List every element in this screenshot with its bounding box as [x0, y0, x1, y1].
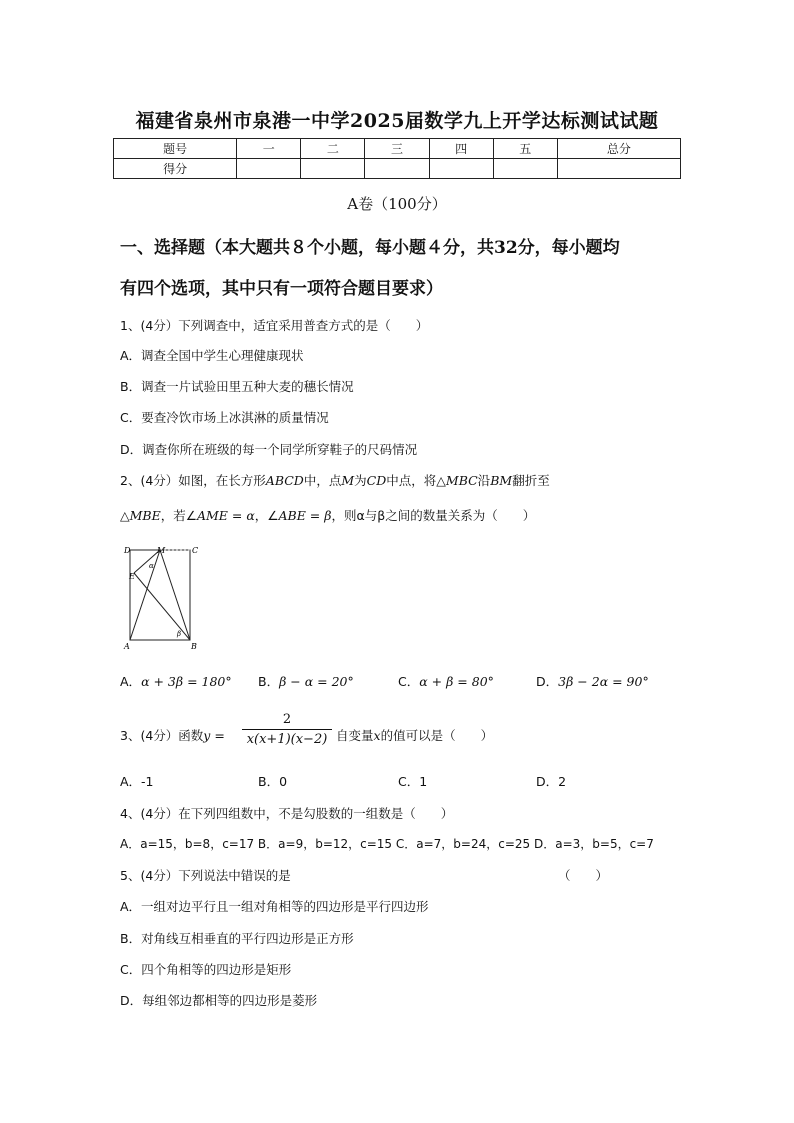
q2-text: 中点，将△ [386, 473, 446, 488]
q2-math: AME = α [196, 508, 255, 523]
option-math: β − α = 20° [279, 674, 354, 689]
q2-math: BM [490, 473, 513, 488]
score-cell: 一 [237, 139, 301, 159]
q2-text: 为 [354, 473, 367, 488]
question-5-option-d: D．每组邻边都相等的四边形是菱形 [120, 993, 318, 1008]
score-cell: 三 [365, 139, 429, 159]
function-fraction [242, 712, 332, 747]
score-cell[interactable] [493, 159, 557, 179]
segment-mb [160, 550, 190, 640]
score-cell: 得分 [114, 159, 237, 179]
q2-text: 翻折至 [512, 473, 550, 488]
question-3-option-a: A．-1 [120, 774, 154, 789]
page-title: 福建省泉州市泉港一中学2025届数学九上开学达标测试试题 [135, 110, 659, 132]
q2-text: 2、(4分）如图，在长方形 [120, 473, 266, 488]
label-a: A [124, 642, 130, 651]
score-cell: 总分 [557, 139, 680, 159]
q3-math: y = [203, 728, 225, 743]
q2-text: △ [120, 508, 130, 523]
q2-math: CD [366, 473, 387, 488]
question-2-stem-line2 [120, 506, 535, 524]
rectangle-fold-figure [118, 543, 210, 655]
fraction-numerator: 2 [282, 712, 292, 727]
option-letter: A． [120, 674, 142, 689]
question-5-answer-paren: （ ） [558, 868, 609, 883]
q2-text: ，∠ [254, 508, 279, 523]
question-5-option-c: C．四个角相等的四边形是矩形 [120, 962, 292, 977]
question-4-options: A．a=15，b=8，c=17 B．a=9，b=12，c=15 C．a=7，b=24，c=25 D．a=3，b=5，c=7 [120, 837, 654, 851]
label-d: D [124, 546, 131, 555]
label-alpha: α [149, 562, 154, 570]
label-c: C [192, 546, 199, 555]
label-m: M [157, 546, 166, 555]
section-heading-line2: 有四个选项，其中只有一项符合题目要求） [120, 279, 443, 299]
score-cell[interactable] [237, 159, 301, 179]
score-cell[interactable] [301, 159, 365, 179]
fraction-bar [242, 729, 332, 730]
question-3-stem-prefix [120, 726, 225, 744]
question-3-stem-suffix [336, 726, 493, 744]
question-3-option-c: C．1 [398, 774, 428, 789]
question-3-option-b: B．0 [258, 774, 288, 789]
question-1-stem: 1、(4分）下列调查中，适宜采用普查方式的是（ ） [120, 318, 429, 333]
rectangle-abcd [130, 550, 190, 640]
option-math: α + β = 80° [419, 674, 494, 689]
q3-math: x [373, 728, 381, 743]
question-2-option-c [398, 672, 494, 690]
score-table-score-row [114, 159, 681, 179]
question-2-stem-line1 [120, 471, 550, 489]
score-cell[interactable] [365, 159, 429, 179]
q2-math: ABE = β [278, 508, 332, 523]
q2-math: MBC [445, 473, 478, 488]
paper-a-heading: A卷（100分） [347, 195, 447, 213]
question-1-option-a: A．调查全国中学生心理健康现状 [120, 348, 304, 363]
label-beta: β [177, 630, 182, 638]
q3-text: 的值可以是（ ） [380, 728, 494, 743]
q3-text: 3、(4分）函数 [120, 728, 204, 743]
section-heading-line1: 一、选择题（本大题共８个小题，每小题４分，共32分，每小题均 [120, 238, 620, 258]
segment-eb [134, 573, 190, 640]
question-5-option-b: B．对角线互相垂直的平行四边形是正方形 [120, 931, 354, 946]
q2-math: MBE [129, 508, 161, 523]
score-cell[interactable] [429, 159, 493, 179]
score-table [113, 138, 681, 179]
question-1-option-d: D．调查你所在班级的每一个同学所穿鞋子的尺码情况 [120, 442, 418, 457]
q2-text: ，若∠ [160, 508, 197, 523]
question-2-option-d [536, 672, 649, 690]
q2-math: ABCD [265, 473, 304, 488]
fraction-denominator: x(x+1)(x−2) [246, 732, 328, 747]
option-letter: D． [536, 674, 559, 689]
q2-text: 中，点 [303, 473, 342, 488]
question-2-option-a [120, 672, 232, 690]
score-cell: 二 [301, 139, 365, 159]
score-cell: 题号 [114, 139, 237, 159]
score-table-header-row [114, 139, 681, 159]
q3-text: 自变量 [336, 728, 374, 743]
question-1-option-c: C．要查冷饮市场上冰淇淋的质量情况 [120, 410, 329, 425]
option-letter: B． [258, 674, 280, 689]
option-math: 3β − 2α = 90° [558, 674, 649, 689]
label-e: E [129, 572, 135, 581]
score-cell: 五 [493, 139, 557, 159]
q2-text: ，则α与β之间的数量关系为（ ） [331, 508, 536, 523]
option-letter: C． [398, 674, 420, 689]
label-b: B [191, 642, 197, 651]
question-2-option-b [258, 672, 354, 690]
question-4-stem: 4、(4分）在下列四组数中，不是勾股数的一组数是（ ） [120, 806, 454, 821]
question-1-option-b: B．调查一片试验田里五种大麦的穗长情况 [120, 379, 354, 394]
question-5-option-a: A．一组对边平行且一组对角相等的四边形是平行四边形 [120, 899, 429, 914]
question-3-option-d: D．2 [536, 774, 567, 789]
score-cell: 四 [429, 139, 493, 159]
q2-text: 沿 [477, 473, 491, 488]
question-5-stem: 5、(4分）下列说法中错误的是 [120, 868, 291, 883]
score-cell[interactable] [557, 159, 680, 179]
option-math: α + 3β = 180° [141, 674, 232, 689]
q2-math: M [341, 473, 355, 488]
